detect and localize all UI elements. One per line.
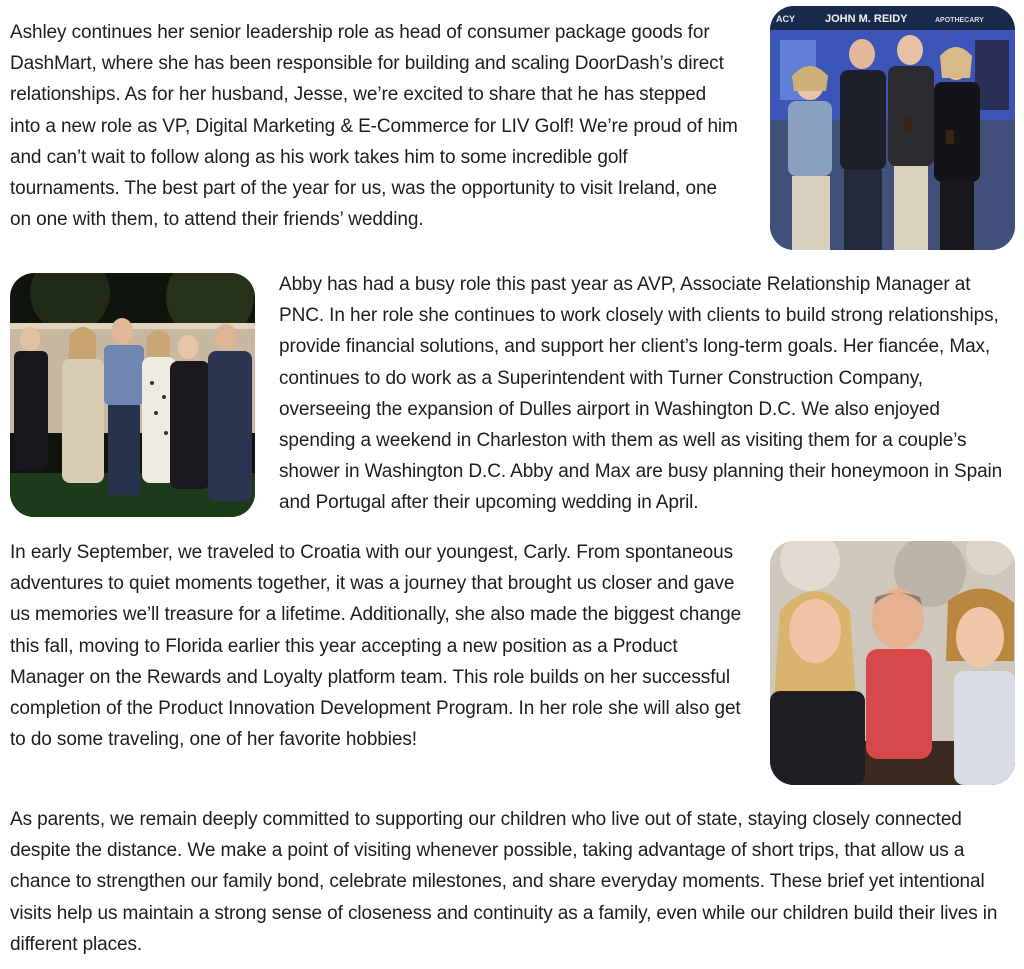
photo-backyard-group <box>10 273 255 517</box>
paragraph-abby: Abby has had a busy role this past year as AVP, Associate Relationship Manager at PNC. In her role she continues to work closely with clients to build strong relationships, provide financial solutions, and support her client’s long-term goals. Her fiancée, Max, continues to do work as a Superintendent with Turner Construction Company, overseeing the expansion of Dulles airport in Washington D.C. We also enjoyed spending a weekend in Charleston with them as well as visiting them for a couple’s shower in Washington D.C. Abby and Max are busy planning their honeymoon in Spain and Portugal after their upcoming wedding in April. <box>279 274 1003 514</box>
paragraph-ashley: Ashley continues her senior leadership role as head of consumer package goods for DashMart, where she has been responsible for building and scaling DoorDash’s direct relationships. As for her husband, Jesse, we’re excited to share that he has stepped into a new role as VP, Digital Marketing & E-Commerce for LIV Golf! We’re proud of him and can’t wait to follow along as his work takes him to some incredible golf tournaments. The best part of the year for us, was the opportunity to visit Ireland, one on one with them, to attend their friends’ wedding. <box>10 22 738 231</box>
paragraph-parents: As parents, we remain deeply committed to supporting our children who live out of state, staying closely connected despite the distance. We make a point of visiting whenever possible, taking advantage of short trips, that allow us a chance to strengthen our family bond, celebrate milestones, and share everyday moments. These brief yet intentional visits help us maintain a strong sense of closeness and continuity as a family, even while our children build their lives in different places. <box>10 809 998 955</box>
photo-croatia-trio <box>770 541 1015 785</box>
pub-sign-center: JOHN M. REIDY <box>825 13 908 25</box>
paragraph-carly: In early September, we traveled to Croatia with our youngest, Carly. From spontaneous adventures to quiet moments together, it was a journey that brought us closer and gave us memories we’ll treasure for a lifetime. Additionally, she also made the biggest change this fall, moving to Florida earlier this year accepting a new position as a Product Manager on the Rewards and Loyalty platform team. This role builds on her successful completion of the Product Innovation Development Program. In her role she will also get to do some traveling, one of her favorite hobbies! <box>10 542 742 751</box>
photo-pub-group <box>770 6 1015 250</box>
pub-sign-left: ACY <box>776 14 796 24</box>
pub-sign-right: APOTHECARY <box>935 17 984 24</box>
